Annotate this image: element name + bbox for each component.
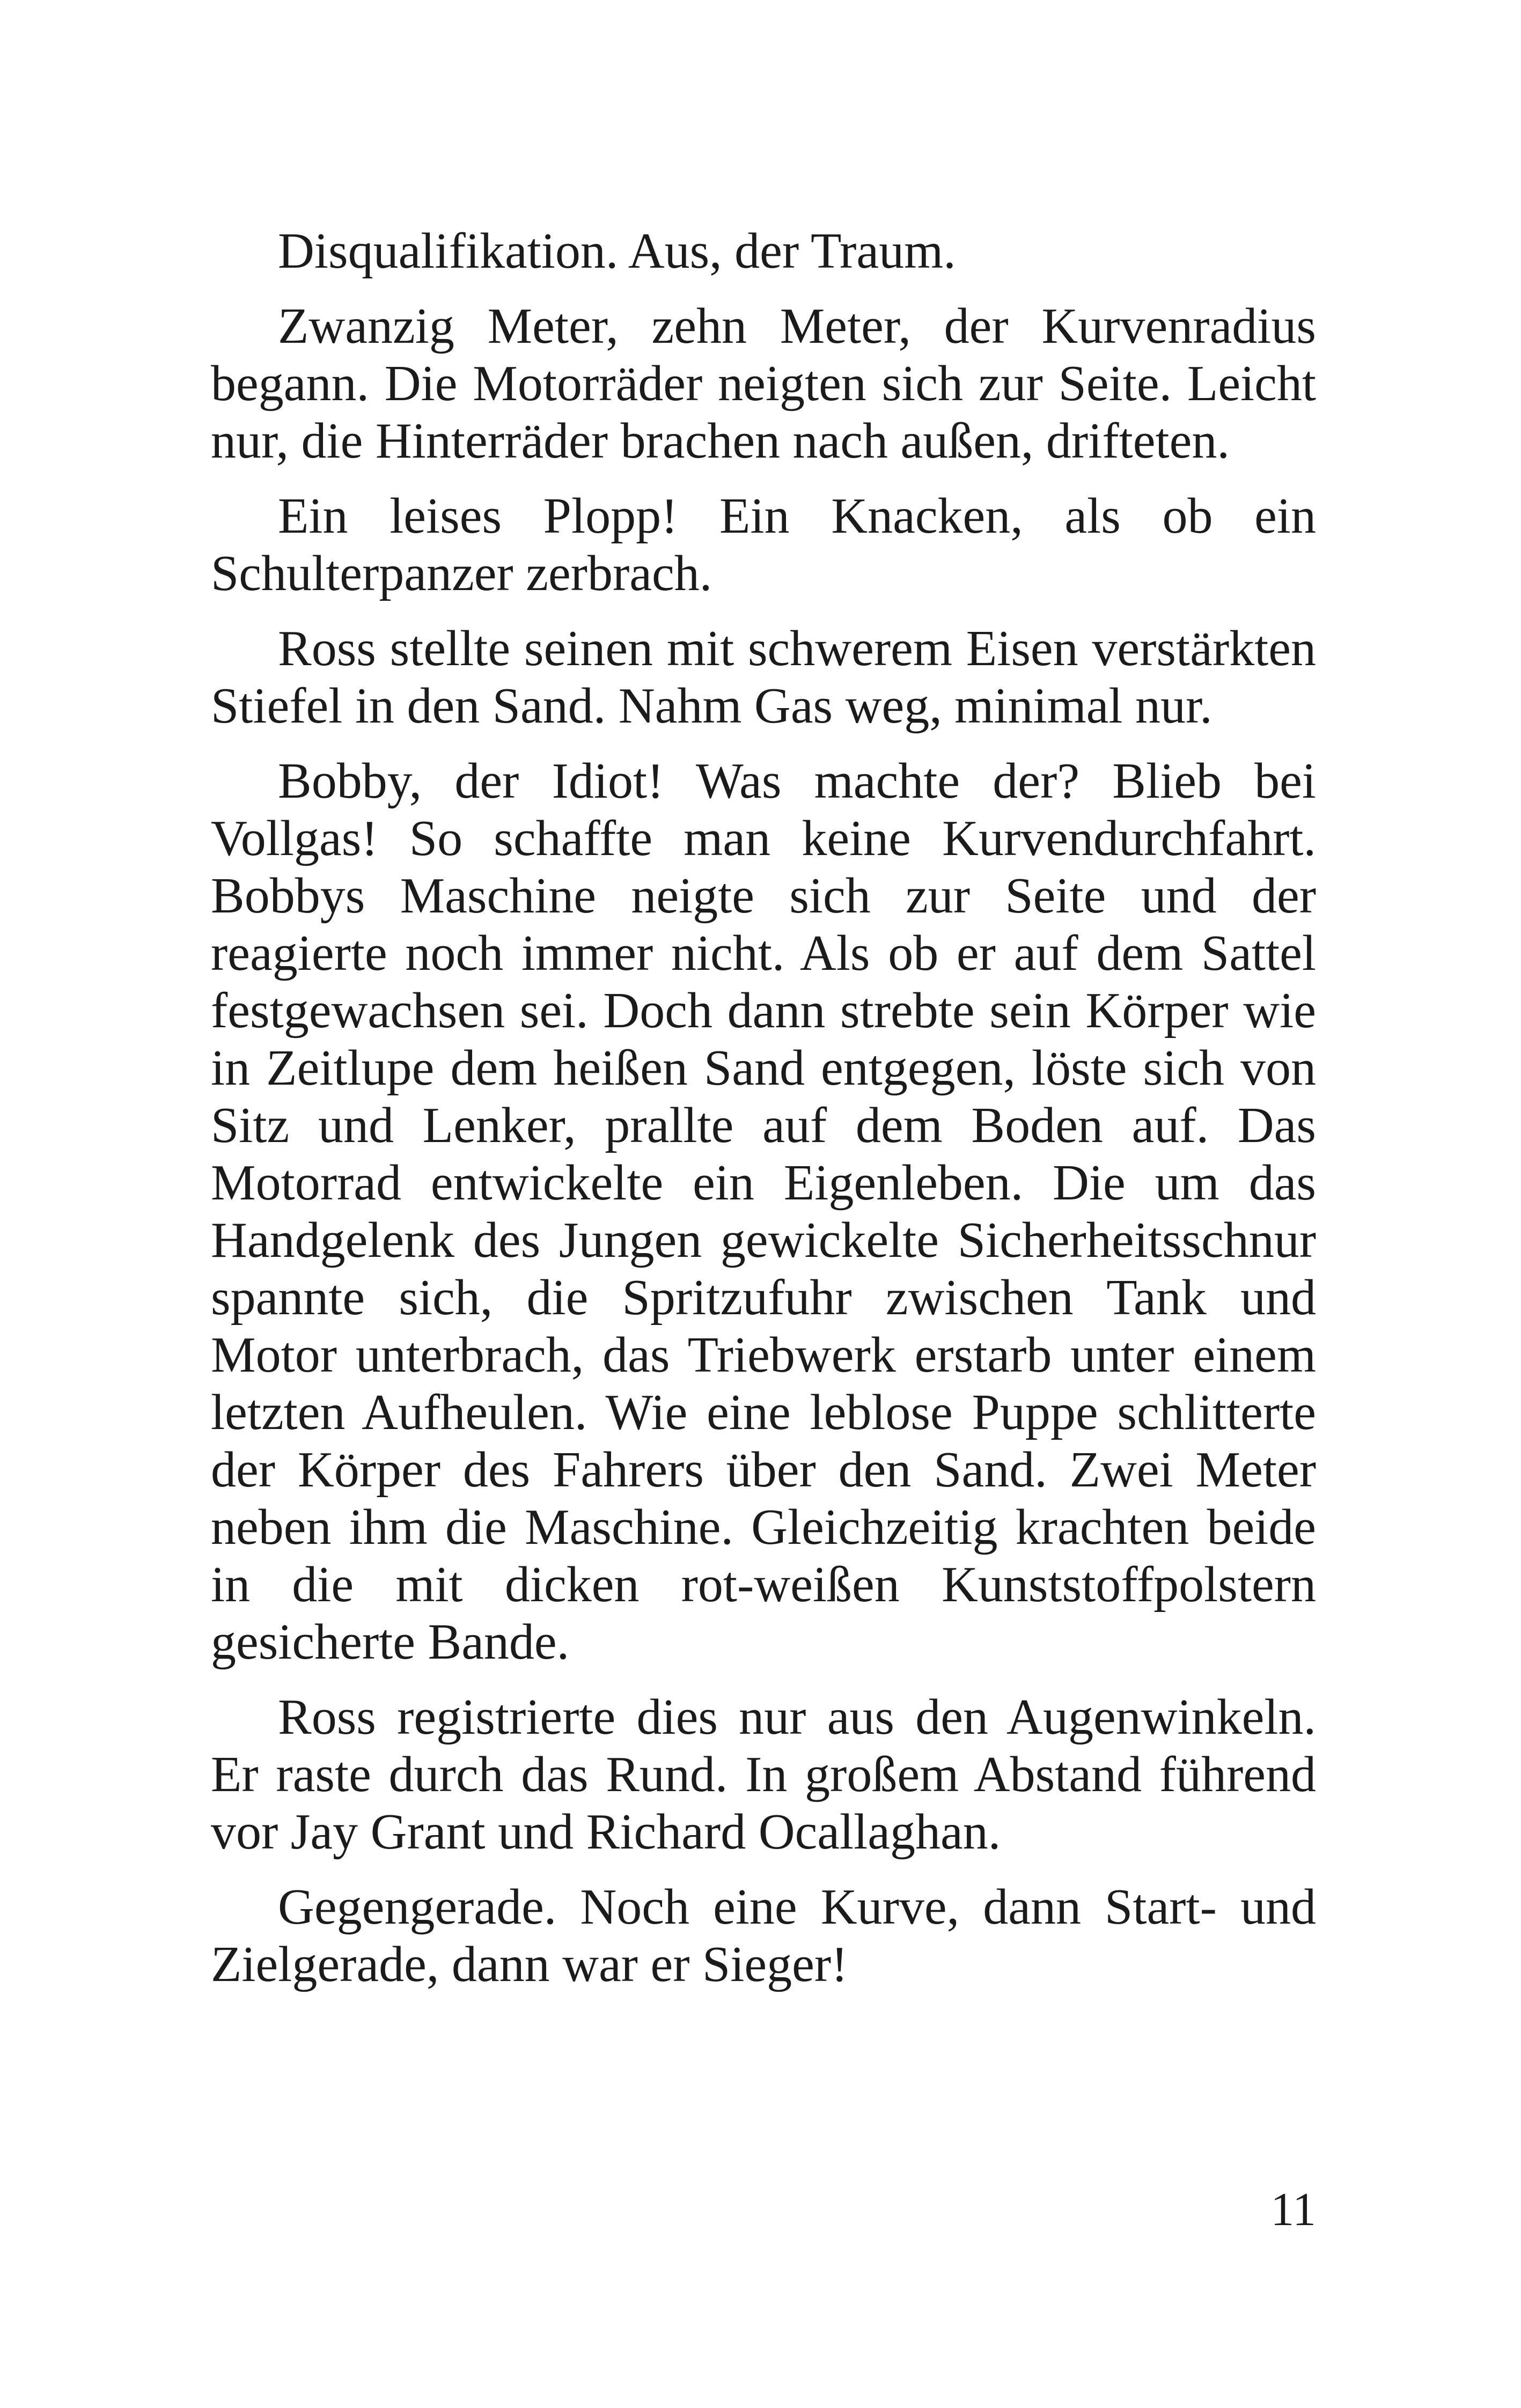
paragraph: Ross registrierte dies nur aus den Augenwinkeln. Er raste durch das Rund. In großem Abstand führend vor Jay Grant und Richard Ocallaghan.: [211, 1689, 1316, 1860]
paragraph: Disqualifikation. Aus, der Traum.: [278, 223, 956, 279]
paragraph: Zwanzig Meter, zehn Meter, der Kurvenradius begann. Die Motorräder neigten sich zur Seite. Leicht nur, die Hinterräder brachen nach außen, drifteten.: [211, 298, 1316, 469]
paragraph: Bobby, der Idiot! Was machte der? Blieb bei Vollgas! So schaffte man keine Kurvendurchfahrt. Bobbys Maschine neigte sich zur Seite und der reagierte noch immer nicht. Als ob er auf dem Sattel festgewachsen sei. Doch dann strebte sein Körper wie in Zeitlupe dem heißen Sand entgegen, löste sich von Sitz und Lenker, prallte auf dem Boden auf. Das Motorrad entwickelte ein Eigenleben. Die um das Handgelenk des Jungen gewickelte Sicherheitsschnur spannte sich, die Spritzufuhr zwischen Tank und Motor unterbrach, das Triebwerk erstarb unter einem letzten Aufheulen. Wie eine leblose Puppe schlitterte der Körper des Fahrers über den Sand. Zwei Meter neben ihm die Maschine. Gleichzeitig krachten beide in die mit dicken rot-weißen Kunststoffpolstern gesicherte Bande.: [211, 753, 1316, 1670]
body-text: [211, 223, 1316, 2011]
page-number: 11: [1270, 2184, 1316, 2236]
paragraph: Gegengerade. Noch eine Kurve, dann Start- und Zielgerade, dann war er Sieger!: [211, 1879, 1316, 1992]
paragraph: Ein leises Plopp! Ein Knacken, als ob ein Schulterpanzer zerbrach.: [211, 488, 1316, 601]
paragraph: Ross stellte seinen mit schwerem Eisen verstärkten Stiefel in den Sand. Nahm Gas weg, minimal nur.: [211, 621, 1316, 734]
